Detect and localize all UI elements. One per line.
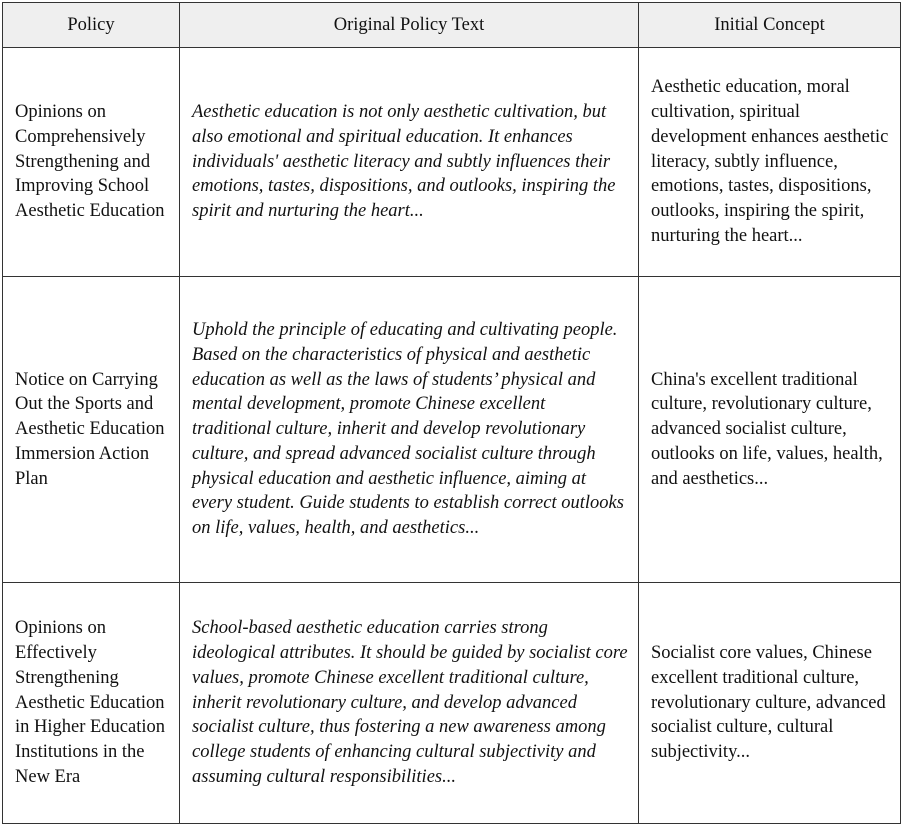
- header-policy: Policy: [3, 3, 180, 48]
- policy-cell: Opinions on Comprehensively Strengthening and Improving School Aesthetic Education: [3, 48, 180, 277]
- table-body: [3, 48, 901, 824]
- original-text-cell: Uphold the principle of educating and cultivating people. Based on the characteristics of physical and aesthetic education as well as the laws of students’ physical and mental development, promote Chinese excellent traditional culture, inherit and develop revolutionary culture, and spread advanced socialist culture through physical education and aesthetic influence, aiming at every student. Guide students to establish correct outlooks on life, values, health, and aesthetics...: [180, 277, 639, 583]
- initial-concept-cell: Aesthetic education, moral cultivation, spiritual development enhances aesthetic literacy, subtly influence, emotions, tastes, dispositions, outlooks, inspiring the spirit, nurturing the heart...: [639, 48, 901, 277]
- header-initial-concept: Initial Concept: [639, 3, 901, 48]
- initial-concept-cell: China's excellent traditional culture, revolutionary culture, advanced socialist culture, outlooks on life, values, health, and aesthetics...: [639, 277, 901, 583]
- original-text-cell: Aesthetic education is not only aesthetic cultivation, but also emotional and spiritual education. It enhances individuals' aesthetic literacy and subtly influences their emotions, tastes, dispositions, and outlooks, inspiring the spirit and nurturing the heart...: [180, 48, 639, 277]
- policy-concept-table: [2, 2, 901, 824]
- header-row: [3, 3, 901, 48]
- table-row: [3, 583, 901, 824]
- policy-cell: Notice on Carrying Out the Sports and Aesthetic Education Immersion Action Plan: [3, 277, 180, 583]
- initial-concept-cell: Socialist core values, Chinese excellent traditional culture, revolutionary culture, advanced socialist culture, cultural subjectivity...: [639, 583, 901, 824]
- table-row: [3, 277, 901, 583]
- table-header: [3, 3, 901, 48]
- policy-cell: Opinions on Effectively Strengthening Aesthetic Education in Higher Education Institutions in the New Era: [3, 583, 180, 824]
- header-original-policy-text: Original Policy Text: [180, 3, 639, 48]
- original-text-cell: School-based aesthetic education carries strong ideological attributes. It should be guided by socialist core values, promote Chinese excellent traditional culture, inherit revolutionary culture, and develop advanced socialist culture, thus fostering a new awareness among college students of enhancing cultural subjectivity and assuming cultural responsibilities...: [180, 583, 639, 824]
- table-row: [3, 48, 901, 277]
